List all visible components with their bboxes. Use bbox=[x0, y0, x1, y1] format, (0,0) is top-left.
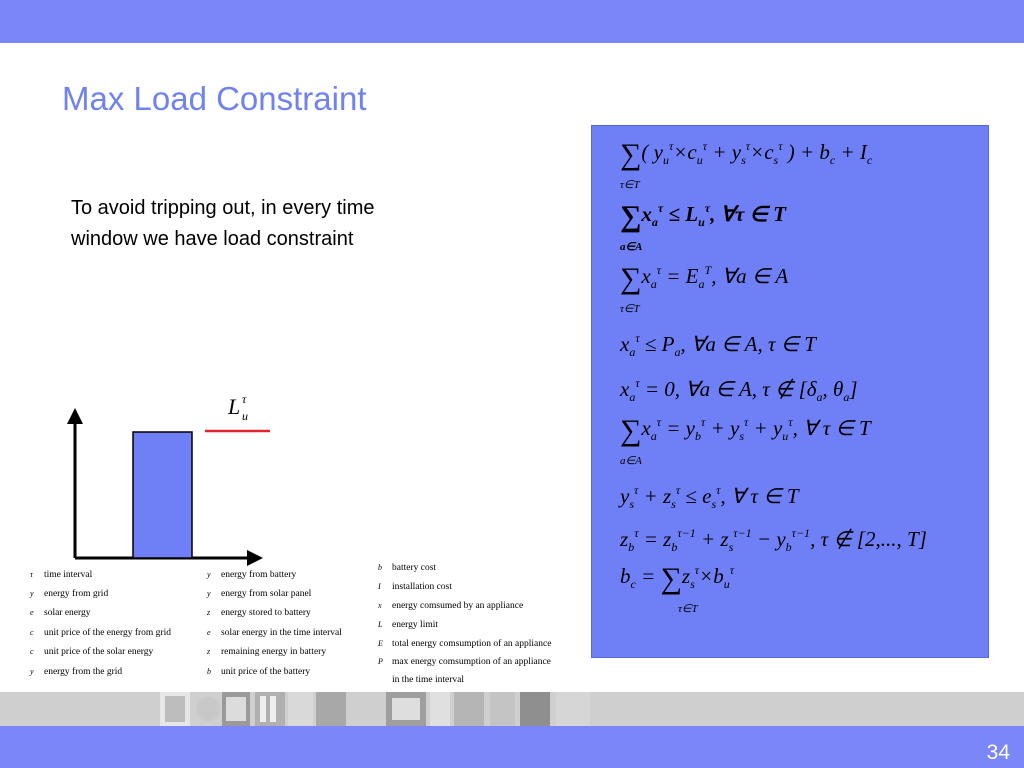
limit-label-sup: τ bbox=[242, 392, 247, 406]
equation-objective: ∑( $y_u^\tau\times c_u^\tau + y_s^\tau\times c_s^\tau$ ) + $b_c + I_c$ τ∈T bbox=[620, 138, 873, 191]
limit-label-sub: u bbox=[242, 409, 248, 423]
equation-solar: $y_s^\tau + z_s^\tau \le e_s^\tau$, ∀ τ ∈ T bbox=[620, 483, 799, 511]
equations-panel bbox=[591, 125, 989, 658]
y-axis-arrow bbox=[67, 408, 83, 424]
equation-max-load: $\sum x_a^\tau \le L_u^\tau$, ∀τ ∈ T a∈A bbox=[620, 200, 786, 253]
equation-battery: $z_b^\tau = z_b^{\tau-1} + z_s^{\tau-1} - y_b^{\tau-1}$, τ ∉ [2,..., T] bbox=[620, 526, 927, 554]
limit-label: L bbox=[228, 394, 241, 419]
load-bar bbox=[133, 432, 192, 558]
decorative-photo-collage bbox=[160, 692, 590, 726]
equation-max-power: $x_a^\tau \le P_a$, ∀a ∈ A, τ ∈ T bbox=[620, 331, 816, 359]
page-number: 34 bbox=[986, 741, 1010, 764]
equation-balance: $\sum x_a^\tau = y_b^\tau + y_s^\tau + y_u^\tau$, ∀ τ ∈ T a∈A bbox=[620, 414, 871, 467]
bottom-banner bbox=[0, 726, 1024, 768]
intro-text: To avoid tripping out, in every time window we have load constraint bbox=[71, 197, 375, 250]
slide-title: Max Load Constraint bbox=[62, 80, 367, 117]
load-chart bbox=[60, 390, 290, 570]
top-banner bbox=[0, 0, 1024, 43]
equation-battery-cost: $b_c = \sum z_s^\tau\times b_u^\tau$ τ∈T bbox=[620, 562, 735, 615]
x-axis-arrow bbox=[247, 550, 263, 566]
equation-total-energy: $\sum x_a^\tau = E_a^T$, ∀a ∈ A τ∈T bbox=[620, 262, 789, 315]
equation-window: $x_a^\tau = 0$, ∀a ∈ A, τ ∉ [$\delta_a$, $\theta_a$] bbox=[620, 376, 858, 404]
